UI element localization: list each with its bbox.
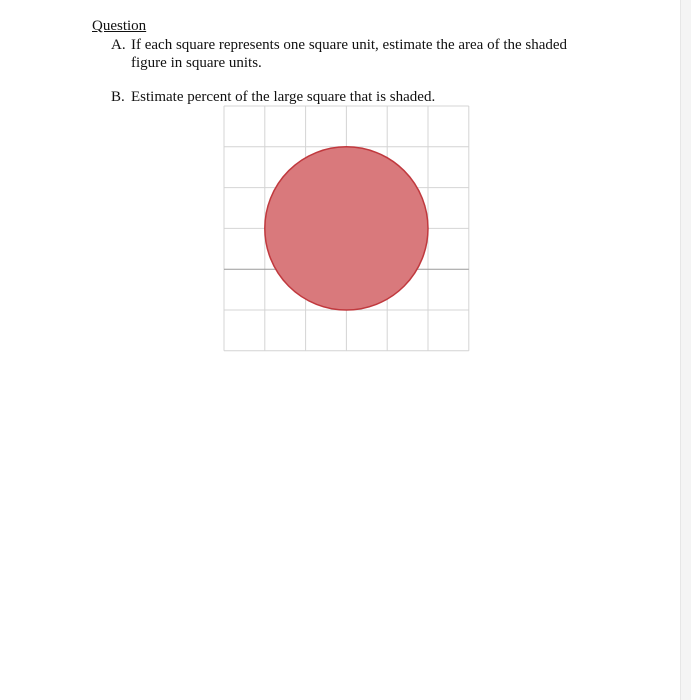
question-a — [111, 36, 591, 72]
question-a-text: If each square represents one square unit, estimate the area of the shaded figure in square units. — [131, 37, 568, 71]
question-heading: Question — [92, 18, 147, 34]
question-b-text: Estimate percent of the large square that is shaded. — [131, 89, 436, 105]
page-edge — [680, 0, 691, 700]
question-b-letter: B. — [111, 89, 125, 105]
question-list — [111, 36, 591, 106]
question-a-letter: A. — [111, 37, 126, 53]
grid-circle-figure — [222, 104, 470, 354]
shaded-circle — [265, 147, 428, 310]
